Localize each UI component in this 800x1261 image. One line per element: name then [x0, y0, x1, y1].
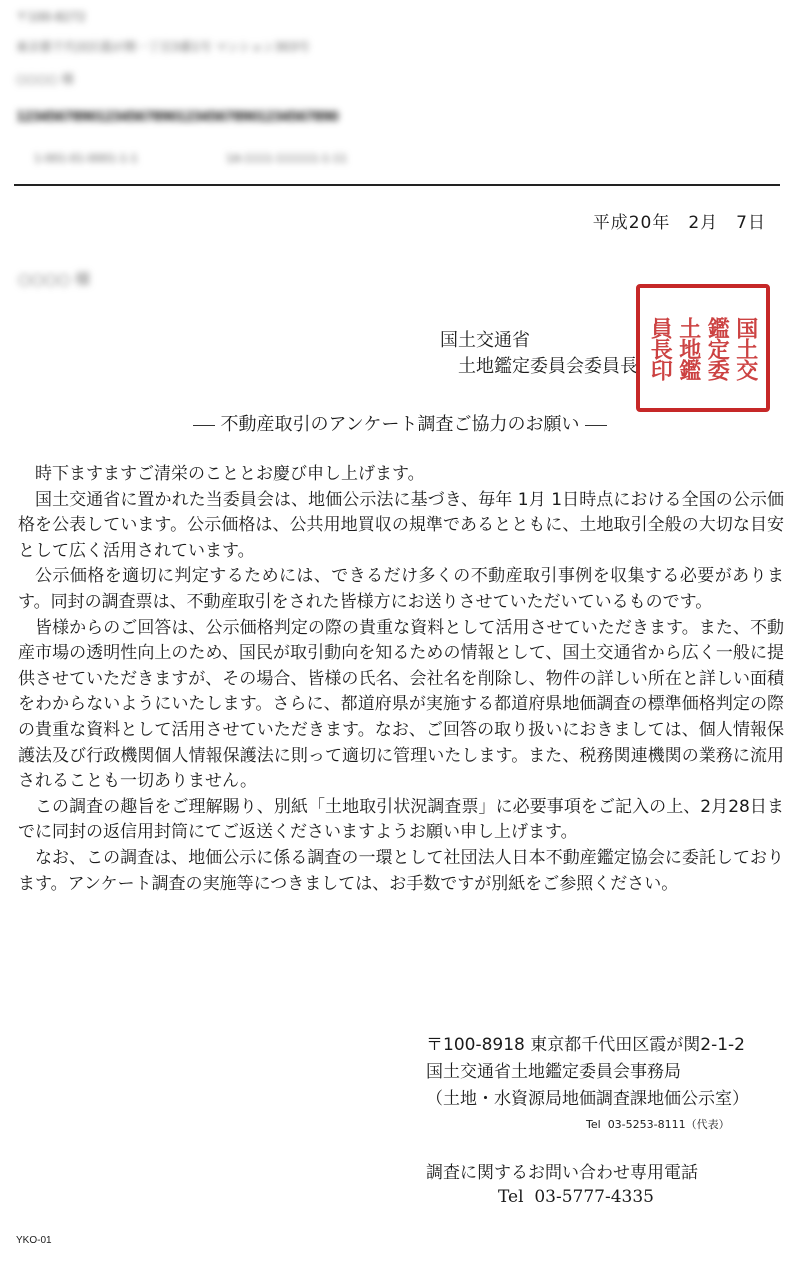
body-paragraph: 時下ますますご清栄のこととお慶び申し上げます。 — [35, 464, 425, 484]
document-title: 不動産取引のアンケート調査ご協力のお願い — [220, 414, 580, 435]
header-divider — [14, 184, 780, 186]
body-paragraph: 皆様からのご回答は、公示価格判定の際の貴重な資料として活用させていただきます。また、不動産市場の透明性向上のため、国民が取引動向を知るための情報として、国土交通省から広く一般に提供させていただきますが、その場合、皆様の氏名、会社名を削除し、物件の詳しい所在と詳しい面積をわからないようにいたします。さらに、都道府県が実施する都道府県地価調査の標準価格判定の際の貴重な資料として活用させていただきます。なお、ご回答の取り扱いにおきましては、個人情報保護法及び行政機関個人情報保護法に則って適切に管理いたします。また、税務関連機関の業務に流用されることも一切ありません。 — [18, 617, 784, 792]
body-paragraph: 国土交通省に置かれた当委員会は、地価公示法に基づき、毎年 1月 1日時点における全国の公示価格を公表しています。公示価格は、公共用地買収の規準であるとともに、土地取引全般の大切な目安として広く活用されています。 — [18, 489, 784, 561]
contact-tel-note: （代表） — [685, 1118, 730, 1131]
body-paragraph: 公示価格を適切に判定するためには、できるだけ多くの不動産取引事例を収集する必要があります。同封の調査票は、不動産取引をされた皆様方にお送りさせていただいているものです。 — [18, 566, 784, 612]
redacted-recipient-name: ○○○○ 様 — [16, 72, 74, 86]
contact-office: 国土交通省土地鑑定委員会事務局 — [426, 1062, 681, 1082]
redacted-recipient-address: 東京都千代田区霞が関一丁目3番1号 マンション303号 — [16, 40, 310, 54]
title-dash-left — [193, 425, 215, 426]
seal-column: 土地鑑 — [675, 316, 702, 380]
seal-column: 国土交 — [732, 316, 759, 380]
redacted-postal: 〒100-8272 — [16, 10, 86, 24]
body-paragraph: この調査の趣旨をご理解賜り、別紙「土地取引状況調査票」に必要事項をご記入の上、2月28日までに同封の返信用封筒にてご返送くださいますようお願い申し上げます。 — [18, 796, 784, 843]
contact-address: 〒100-8918 東京都千代田区霞が関2-1-2 — [426, 1035, 745, 1055]
sender-ministry: 国土交通省 — [440, 330, 530, 351]
document-title-row — [0, 410, 800, 436]
title-dash-right — [585, 425, 607, 426]
seal-column: 員長印 — [647, 316, 674, 380]
inquiry-tel-label: Tel — [498, 1187, 524, 1207]
redacted-sub-code-1: 1-001-01-0001-1-1 — [34, 152, 138, 165]
letter-body — [18, 462, 784, 897]
inquiry-label: 調査に関するお問い合わせ専用電話 — [426, 1163, 698, 1183]
contact-tel-label: Tel — [586, 1118, 601, 1131]
redacted-reference-code: 1234567890123456789012345678901234567890 — [16, 110, 338, 125]
redacted-sub-code-2: 1A-1111-111111-1-11 — [226, 152, 348, 165]
contact-division: （土地・水資源局地価調査課地価公示室） — [426, 1089, 749, 1109]
seal-column: 鑑定委 — [704, 316, 731, 380]
official-seal — [636, 284, 770, 412]
inquiry-tel: 03-5777-4335 — [534, 1187, 654, 1207]
body-paragraph: なお、この調査は、地価公示に係る調査の一環として社団法人日本不動産鑑定協会に委託しております。アンケート調査の実施等につきましては、お手数ですが別紙をご参照ください。 — [18, 847, 784, 894]
contact-tel: 03-5253-8111 — [607, 1118, 686, 1131]
redacted-salutation: ○○○○ 様 — [18, 270, 91, 288]
inquiry-tel-line — [498, 1187, 654, 1207]
sender-title: 土地鑑定委員会委員長 — [458, 356, 638, 377]
contact-tel-line — [586, 1116, 730, 1132]
footer-code: YKO-01 — [16, 1235, 52, 1246]
document-date: 平成20年 2月 7日 — [592, 213, 766, 233]
